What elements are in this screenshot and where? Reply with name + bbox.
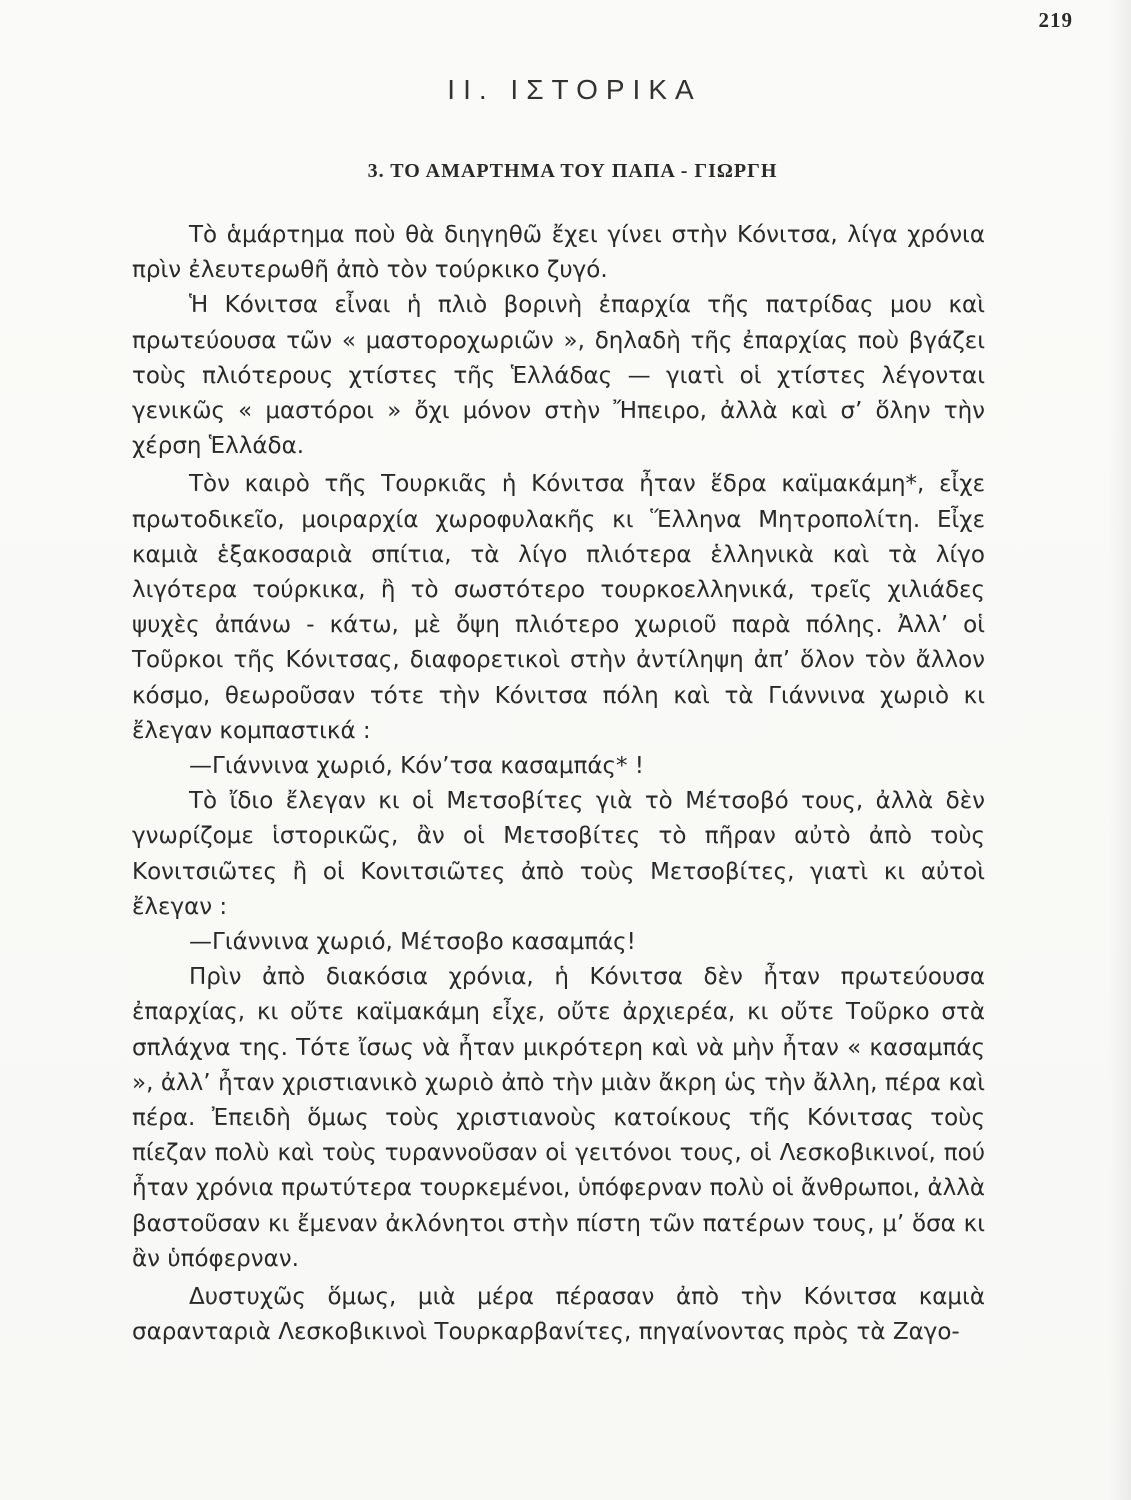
paragraph: Τὸν καιρὸ τῆς Τουρκιᾶς ἡ Κόνιτσα ἦταν ἕδρα καϊμακάμη*, εἶχε πρωτοδικεῖο, μοιραρχία χωροφυλακῆς κι Ἕλληνα Μητροπολίτη. Εἶχε καμιὰ ἑξακοσαριὰ σπίτια, τὰ λίγο πλιότερα ἑλληνικὰ καὶ τὰ λίγο λιγότερα τούρκικα, ἢ τὸ σωστότερο τουρκοελληνικά, τρεῖς χιλιάδες ψυχὲς ἀπάνω - κάτω, μὲ ὄψη πλιότερο χωριοῦ παρὰ πόλης. Ἀλλ’ οἱ Τοῦρκοι τῆς Κόνιτσας, διαφορετικοὶ στὴν ἀντίληψη ἀπ’ ὅλον τὸν ἄλλον κόσμο, θεωροῦσαν τότε τὴν Κόνιτσα πόλη καὶ τὰ Γιάννινα χωριὸ κι ἔλεγαν κομπαστικά : [132,471,985,744]
dialogue-line: —Γιάννινα χωριό, Κόν’τσα κασαμπάς* ! [189,753,645,780]
section-heading: II. ΙΣΤΟΡΙΚΑ [447,74,702,105]
paragraph: Ἡ Κόνιτσα εἶναι ἡ πλιὸ βορινὴ ἐπαρχία τῆς πατρίδας μου καὶ πρωτεύουσα τῶν « μαστοροχωριῶν », δηλαδὴ τῆς ἐπαρχίας ποὺ βγάζει τοὺς πλιότερους χτίστες τῆς Ἑλλάδας — γιατὶ οἱ χτίστες λέγονται γενικῶς « μαστόροι » ὄχι μόνον στὴν Ἤπειρο, ἀλλὰ καὶ σ’ ὅλην τὴν χέρση Ἑλλάδα. [132,292,985,460]
page-edge-shadow [1109,0,1131,1500]
body-text [132,218,985,1351]
dialogue-line: —Γιάννινα χωριό, Μέτσοβο κασαμπάς! [189,929,636,956]
paragraph: Τὸ ἴδιο ἔλεγαν κι οἱ Μετσοβίτες γιὰ τὸ Μέτσοβό τους, ἀλλὰ δὲν γνωρίζομε ἱστορικῶς, ἂν οἱ Μετσοβίτες τὸ πῆραν αὐτὸ ἀπὸ τοὺς Κονιτσιῶτες ἢ οἱ Κονιτσιῶτες ἀπὸ τοὺς Μετσοβίτες, γιατὶ κι αὐτοὶ ἔλεγαν : [132,788,985,920]
paragraph: Πρὶν ἀπὸ διακόσια χρόνια, ἡ Κόνιτσα δὲν ἦταν πρωτεύουσα ἐπαρχίας, κι οὔτε καϊμακάμη εἶχε, οὔτε ἀρχιερέα, κι οὔτε Τοῦρκο στὰ σπλάχνα της. Τότε ἴσως νὰ ἦταν μικρότερη καὶ νὰ μὴν ἦταν « κασαμπάς », ἀλλ’ ἦταν χριστιανικὸ χωριὸ ἀπὸ τὴν μιὰν ἄκρη ὡς τὴν ἄλλη, πέρα καὶ πέρα. Ἐπειδὴ ὅμως τοὺς χριστιανοὺς κατοίκους τῆς Κόνιτσας τοὺς πίεζαν πολὺ καὶ τοὺς τυραννοῦσαν οἱ γειτόνοι τους, οἱ Λεσκοβικινοί, πού ἦταν χρόνια πρωτύτερα τουρκεμένοι, ὑπόφερναν πολὺ οἱ ἄνθρωποι, ἀλλὰ βαστοῦσαν κι ἔμεναν ἀκλόνητοι στὴν πίστη τῶν πατέρων τους, μ’ ὅσα κι ἂν ὑπόφερναν. [132,964,985,1272]
paragraph: Τὸ ἁμάρτημα ποὺ θὰ διηγηθῶ ἔχει γίνει στὴν Κόνιτσα, λίγα χρόνια πρὶν ἐλευτερωθῆ ἀπὸ τὸν τούρκικο ζυγό. [132,222,985,284]
page-number: 219 [1038,8,1073,32]
paragraph: Δυστυχῶς ὅμως, μιὰ μέρα πέρασαν ἀπὸ τὴν Κόνιτσα καμιὰ σαρανταριὰ Λεσκοβικινοὶ Τουρκαρβανίτες, πηγαίνοντας πρὸς τὰ Ζαγο- [132,1284,985,1346]
chapter-title: 3. ΤΟ ΑΜΑΡΤΗΜΑ ΤΟΥ ΠΑΠΑ - ΓΙΩΡΓΗ [367,160,778,182]
